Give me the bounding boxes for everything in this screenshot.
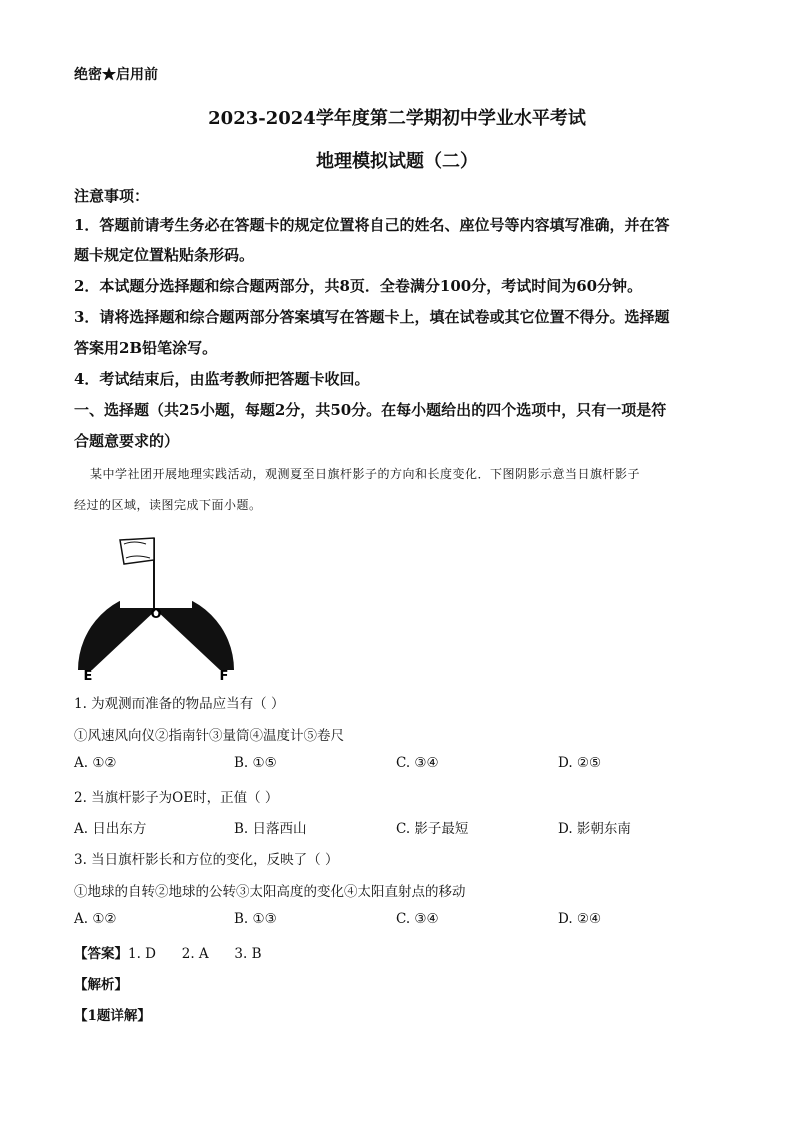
question-intro: 经过的区域，读图完成下面小题。 xyxy=(74,498,262,512)
detail-label: 【1题详解】 xyxy=(74,1008,151,1024)
exam-subtitle: 地理模拟试题（二） xyxy=(316,151,478,172)
question-stem: 2. 当旗杆影子为OE时，正值（ ） xyxy=(74,790,279,806)
notice-line: 题卡规定位置粘贴条形码。 xyxy=(74,246,255,264)
point-e-label: E xyxy=(83,669,93,682)
confidential-mark: 绝密★启用前 xyxy=(74,67,158,83)
answer-label: 【答案】 xyxy=(74,946,128,962)
section-heading: 合题意要求的） xyxy=(74,432,180,450)
notice-line: 2．本试题分选择题和综合题两部分，共8页．全卷满分100分，考试时间为60分钟。 xyxy=(74,277,643,295)
option-b: B. ①⑤ xyxy=(234,755,277,771)
notice-line: 答案用2B铅笔涂写。 xyxy=(74,339,218,357)
option-a: A. ①② xyxy=(74,911,117,927)
option-d: D. ②④ xyxy=(558,911,602,927)
option-c: C. ③④ xyxy=(396,755,439,771)
question-items: ①地球的自转②地球的公转③太阳高度的变化④太阳直射点的移动 xyxy=(74,884,466,900)
option-c: C. 影子最短 xyxy=(396,821,469,837)
question-intro: 某中学社团开展地理实践活动，观测夏至日旗杆影子的方向和长度变化．下图阴影示意当日旗杆影子 xyxy=(90,467,641,481)
question-stem: 1. 为观测而准备的物品应当有（ ） xyxy=(74,696,285,712)
notice-line: 1．答题前请考生务必在答题卡的规定位置将自己的姓名、座位号等内容填写准确，并在答 xyxy=(74,216,670,234)
flagpole-shadow-figure xyxy=(76,530,236,682)
exam-title: 2023-2024学年度第二学期初中学业水平考试 xyxy=(208,108,586,129)
notice-line: 3．请将选择题和综合题两部分答案填写在答题卡上，填在试卷或其它位置不得分。选择题 xyxy=(74,308,670,326)
option-a: A. 日出东方 xyxy=(74,821,147,837)
point-f-label: F xyxy=(219,669,229,682)
option-b: B. 日落西山 xyxy=(234,821,307,837)
option-d: D. ②⑤ xyxy=(558,755,602,771)
question-stem: 3. 当日旗杆影长和方位的变化，反映了（ ） xyxy=(74,852,339,868)
section-heading: 一、选择题（共25小题，每题2分，共50分。在每小题给出的四个选项中，只有一项是符 xyxy=(74,401,667,419)
answer-line xyxy=(74,942,262,962)
point-o-label: O xyxy=(150,607,162,622)
notice-line: 4．考试结束后，由监考教师把答题卡收回。 xyxy=(74,370,370,388)
analysis-label: 【解析】 xyxy=(74,977,128,993)
option-a: A. ①② xyxy=(74,755,117,771)
option-d: D. 影朝东南 xyxy=(558,821,631,837)
notice-heading: 注意事项： xyxy=(74,187,150,205)
answer-values: 1. D 2. A 3. B xyxy=(128,946,262,962)
option-b: B. ①③ xyxy=(234,911,277,927)
option-c: C. ③④ xyxy=(396,911,439,927)
question-items: ①风速风向仪②指南针③量筒④温度计⑤卷尺 xyxy=(74,728,344,744)
